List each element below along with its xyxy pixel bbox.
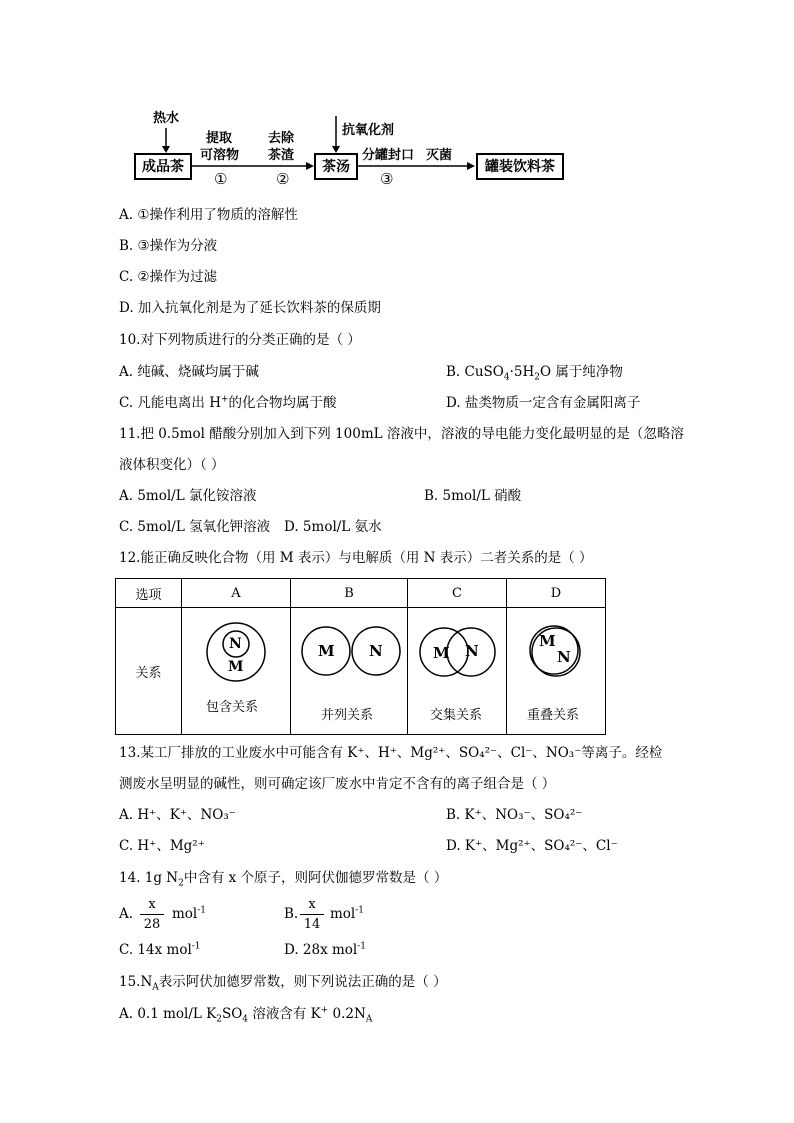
q10-stem: 10.对下列物质进行的分类正确的是（ ） — [119, 332, 361, 348]
q10-b-post: O 属于纯净物 — [539, 364, 623, 380]
q10-option-d: D. 盐类物质一定含有金属阳离子 — [446, 395, 641, 411]
diagram-inclusion — [183, 614, 289, 694]
canning-label: 分罐封口 — [362, 148, 415, 163]
q15-a-mid3: 0.2N — [328, 1006, 366, 1022]
q10-b-sub1: 4 — [503, 372, 510, 383]
q11-stem-line2: 液体积变化）（ ） — [119, 457, 225, 473]
antioxidant-label: 抗氧化剂 — [342, 123, 395, 138]
q15-stem-post: 表示阿伏加德罗常数，则下列说法正确的是（ ） — [158, 974, 447, 990]
label-n-c: N — [465, 642, 479, 660]
q14-stem-sub: 2 — [178, 878, 184, 889]
residue-label: 茶渣 — [268, 148, 295, 163]
q15-a-sub2: 4 — [242, 1014, 249, 1025]
label-n-b: N — [369, 642, 383, 660]
q13-option-a: A. H⁺、K⁺、NO₃⁻ — [119, 807, 236, 823]
q15-a-sub3: A — [365, 1014, 373, 1025]
cell-c — [408, 608, 507, 735]
q14-option-d — [284, 941, 367, 958]
q15-stem-pre: 15.N — [119, 974, 153, 990]
header-option: 选项 — [116, 579, 182, 608]
q14-c-text: C. 14x mol — [119, 942, 192, 958]
q11-option-c: C. 5mol/L 氢氧化钾溶液 — [119, 519, 271, 535]
q10-b-text: B. CuSO — [446, 364, 504, 380]
q14-option-a-label: A. — [119, 906, 134, 922]
q10-option-c — [119, 394, 337, 411]
caption-overlap: 重叠关系 — [527, 708, 580, 723]
label-m-b: M — [318, 642, 335, 660]
q10-option-a: A. 纯碱、烧碱均属于碱 — [119, 364, 259, 380]
caption-parallel: 并列关系 — [321, 708, 374, 723]
q9-option-a: A. ①操作利用了物质的溶解性 — [119, 207, 298, 223]
row-label-relation: 关系 — [116, 608, 182, 735]
q12-stem: 12.能正确反映化合物（用 M 表示）与电解质（用 N 表示）二者关系的是（ ） — [119, 550, 593, 566]
q14-option-c — [119, 941, 201, 958]
q14-a-unit-sup: -1 — [197, 905, 207, 916]
q14-option-b-unit — [330, 905, 365, 922]
q15-a-sup: + — [320, 1005, 329, 1016]
q13-stem-line1: 13.某工厂排放的工业废水中可能含有 K⁺、H⁺、Mg²⁺、SO₄²⁻、Cl⁻、NO₃⁻等离子。经检 — [119, 745, 663, 761]
q9-option-b: B. ③操作为分液 — [119, 238, 218, 254]
q14-a-unit: mol — [172, 906, 198, 922]
q14-d-text: D. 28x mol — [284, 942, 358, 958]
hot-water-label: 热水 — [153, 111, 180, 126]
q14-stem-pre: 14. 1g N — [119, 870, 179, 886]
q14-option-b-fraction — [300, 897, 324, 932]
q14-c-sup: -1 — [191, 941, 201, 952]
soluble-label: 可溶物 — [200, 148, 240, 163]
q9-option-c: C. ②操作为过滤 — [119, 269, 218, 285]
q11-option-a: A. 5mol/L 氯化铵溶液 — [119, 488, 257, 504]
caption-inclusion: 包含关系 — [206, 700, 259, 715]
label-n-d: N — [557, 648, 571, 666]
q15-a-pre: A. 0.1 mol/L K — [119, 1006, 217, 1022]
label-n-a: N — [229, 636, 242, 652]
q14-a-denominator: 28 — [143, 917, 161, 932]
q13-option-d: D. K⁺、Mg²⁺、SO₄²⁻、Cl⁻ — [446, 838, 618, 854]
q10-b-sub2: 2 — [534, 372, 540, 383]
q14-b-numerator: x — [308, 897, 316, 912]
q14-stem-post: 中含有 x 个原子，则阿伏伽德罗常数是（ ） — [183, 870, 448, 886]
cell-b — [291, 608, 408, 735]
header-c: C — [408, 579, 507, 608]
q10-c-pre: C. 凡能电离出 H — [119, 395, 221, 411]
q10-option-b — [446, 364, 623, 383]
q14-b-unit-sup: -1 — [355, 905, 365, 916]
q15-stem-sub: A — [152, 982, 159, 993]
remove-label: 去除 — [268, 131, 295, 146]
q11-option-d: D. 5mol/L 氨水 — [284, 519, 382, 535]
fraction-bar — [140, 914, 164, 915]
q12-relation-table — [115, 578, 606, 735]
header-a: A — [182, 579, 291, 608]
sterilize-label: 灭菌 — [426, 148, 453, 163]
q14-option-b-label: B. — [284, 906, 299, 922]
q13-option-c: C. H⁺、Mg²⁺ — [119, 838, 205, 854]
q15-option-a — [119, 1005, 373, 1025]
label-m-a: M — [228, 659, 244, 675]
q10-c-post: 的化合物均属于酸 — [228, 395, 337, 411]
label-m-d: M — [539, 632, 556, 650]
q14-a-numerator: x — [148, 897, 156, 912]
step-1-marker: ① — [214, 170, 228, 188]
diagram-intersection — [409, 614, 505, 694]
canned-tea-box: 罐装饮料茶 — [476, 153, 564, 180]
q15-a-mid2: 溶液含有 K — [248, 1006, 321, 1022]
q11-option-b: B. 5mol/L 硝酸 — [424, 488, 522, 504]
caption-intersection: 交集关系 — [430, 708, 483, 723]
tea-soup-box: 茶汤 — [314, 153, 358, 180]
q15-a-mid: SO — [221, 1006, 243, 1022]
label-m-c: M — [433, 644, 450, 662]
q15-stem — [119, 974, 447, 993]
diagram-parallel — [292, 614, 406, 694]
q11-stem-line1: 11.把 0.5mol 醋酸分别加入到下列 100mL 溶液中，溶液的导电能力变化最明显的是（忽略溶 — [119, 426, 684, 442]
finished-tea-box: 成品茶 — [134, 153, 192, 180]
cell-a — [182, 608, 291, 735]
q9-option-d: D. 加入抗氧化剂是为了延长饮料茶的保质期 — [119, 300, 381, 316]
fraction-bar — [300, 914, 324, 915]
q14-option-a-fraction — [140, 897, 164, 932]
q14-b-denominator: 14 — [303, 917, 321, 932]
q13-stem-line2: 测废水呈明显的碱性，则可确定该厂废水中肯定不含有的离子组合是（ ） — [119, 776, 556, 792]
q14-b-unit: mol — [330, 906, 356, 922]
q10-c-sup: + — [221, 394, 229, 405]
q14-d-sup: -1 — [357, 941, 367, 952]
step-3-marker: ③ — [380, 170, 394, 188]
diagram-overlap — [508, 614, 604, 694]
extract-label: 提取 — [206, 131, 233, 146]
header-d: D — [507, 579, 606, 608]
cell-d — [507, 608, 606, 735]
q14-stem — [119, 870, 448, 889]
q10-b-mid: ·5H — [509, 364, 535, 380]
step-2-marker: ② — [276, 170, 290, 188]
q14-option-a-unit — [172, 905, 207, 922]
flowchart-arrows — [0, 0, 794, 200]
q13-option-b: B. K⁺、NO₃⁻、SO₄²⁻ — [446, 807, 583, 823]
q15-a-sub1: 2 — [216, 1014, 222, 1025]
header-b: B — [291, 579, 408, 608]
